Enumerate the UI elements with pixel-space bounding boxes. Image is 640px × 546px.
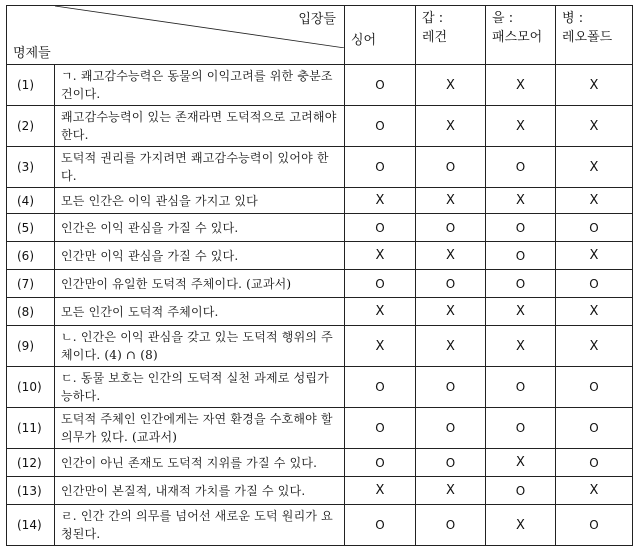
stance-mark: X [556,188,633,214]
row-number: (14) [7,505,55,546]
column-header-line1: 을 : [492,11,514,26]
stance-mark: X [486,326,556,367]
table-row [7,188,633,214]
diagonal-divider-line [7,6,345,48]
row-number: (2) [7,106,55,147]
row-number: (11) [7,408,55,449]
column-header-regan [416,6,486,65]
column-header-line2: 레건 [422,30,448,45]
table-row [7,408,633,449]
table-row [7,214,633,242]
stance-mark: O [486,477,556,505]
proposition-text: 인간만 이익 관심을 가질 수 있다. [55,242,345,270]
stance-mark: X [345,326,416,367]
proposition-text: ㄷ. 동물 보호는 인간의 도덕적 실천 과제로 성립가능하다. [55,367,345,408]
row-number: (8) [7,298,55,326]
column-header-line2: 레오폴드 [562,30,613,45]
column-header-passmore [486,6,556,65]
stance-mark: O [486,214,556,242]
table-row [7,65,633,106]
stance-mark: O [416,408,486,449]
row-number: (12) [7,449,55,477]
diagonal-header-cell [7,6,345,65]
column-header-singer [345,6,416,65]
proposition-text: 모든 인간이 도덕적 주체이다. [55,298,345,326]
stance-mark: O [486,270,556,298]
proposition-text: ㄱ. 쾌고감수능력은 동물의 이익고려를 위한 충분조건이다. [55,65,345,106]
stance-mark: X [345,298,416,326]
stance-mark: O [345,408,416,449]
stance-mark: O [486,367,556,408]
stance-mark: X [486,298,556,326]
row-number: (3) [7,147,55,188]
stance-mark: X [556,242,633,270]
stance-mark: X [345,242,416,270]
stance-mark: O [345,106,416,147]
stance-mark: X [486,449,556,477]
stance-mark: X [556,326,633,367]
ethics-comparison-table [6,5,633,546]
stance-mark: O [345,367,416,408]
table-row [7,505,633,546]
table-body [7,65,633,546]
stance-mark: X [556,65,633,106]
row-number: (4) [7,188,55,214]
proposition-text: 인간이 아닌 존재도 도덕적 지위를 가질 수 있다. [55,449,345,477]
stance-mark: X [416,106,486,147]
stance-mark: X [556,298,633,326]
row-number: (6) [7,242,55,270]
stance-mark: X [556,477,633,505]
table-row [7,449,633,477]
stance-mark: O [416,367,486,408]
stance-mark: O [416,214,486,242]
stance-mark: X [416,188,486,214]
table-row [7,147,633,188]
stance-mark: X [486,505,556,546]
proposition-text: 모든 인간은 이익 관심을 가지고 있다 [55,188,345,214]
stance-mark: O [416,270,486,298]
stance-mark: X [345,477,416,505]
stance-mark: O [416,449,486,477]
proposition-text: 인간만이 유일한 도덕적 주체이다. (교과서) [55,270,345,298]
stance-mark: X [345,188,416,214]
stance-mark: O [416,505,486,546]
table-row [7,298,633,326]
stance-mark: X [556,147,633,188]
column-header-line1: 싱어 [351,33,377,48]
stance-mark: O [345,505,416,546]
row-number: (5) [7,214,55,242]
stance-mark: X [556,106,633,147]
column-header-leopold [556,6,633,65]
row-number: (10) [7,367,55,408]
table-row [7,106,633,147]
row-number: (9) [7,326,55,367]
stance-mark: X [416,242,486,270]
proposition-text: ㄹ. 인간 간의 의무를 넘어선 새로운 도덕 원리가 요청된다. [55,505,345,546]
stance-mark: O [345,449,416,477]
stance-mark: X [416,477,486,505]
table-row [7,242,633,270]
stance-mark: O [486,408,556,449]
stance-mark: O [416,147,486,188]
stance-mark: O [345,65,416,106]
stance-mark: O [486,147,556,188]
stance-mark: O [556,408,633,449]
proposition-text: 인간만이 본질적, 내재적 가치를 가질 수 있다. [55,477,345,505]
stance-mark: X [486,188,556,214]
stance-mark: O [556,367,633,408]
stances-label: 입장들 [298,12,336,27]
stance-mark: O [556,449,633,477]
proposition-text: ㄴ. 인간은 이익 관심을 갖고 있는 도덕적 행위의 주체이다. (4) ∩ (8) [55,326,345,367]
stance-mark: X [416,326,486,367]
proposition-text: 쾌고감수능력이 있는 존재라면 도덕적으로 고려해야 한다. [55,106,345,147]
stance-mark: X [486,106,556,147]
proposition-text: 도덕적 주체인 인간에게는 자연 환경을 수호해야 할 의무가 있다. (교과서) [55,408,345,449]
stance-mark: X [486,65,556,106]
column-header-line2: 패스모어 [492,30,543,45]
stance-mark: O [486,242,556,270]
stance-mark: O [556,505,633,546]
proposition-text: 도덕적 권리를 가지려면 쾌고감수능력이 있어야 한다. [55,147,345,188]
stance-mark: O [345,214,416,242]
stance-mark: X [416,298,486,326]
table-row [7,477,633,505]
stance-mark: O [345,147,416,188]
stance-mark: O [556,214,633,242]
stance-mark: O [345,270,416,298]
row-number: (13) [7,477,55,505]
column-header-line1: 병 : [562,11,584,26]
proposition-text: 인간은 이익 관심을 가질 수 있다. [55,214,345,242]
table-row [7,270,633,298]
stance-mark: O [556,270,633,298]
stance-mark: X [416,65,486,106]
table-row [7,326,633,367]
row-number: (1) [7,65,55,106]
propositions-label: 명제들 [13,46,51,61]
table-row [7,367,633,408]
row-number: (7) [7,270,55,298]
header-row [7,6,633,65]
column-header-line1: 갑 : [422,11,444,26]
